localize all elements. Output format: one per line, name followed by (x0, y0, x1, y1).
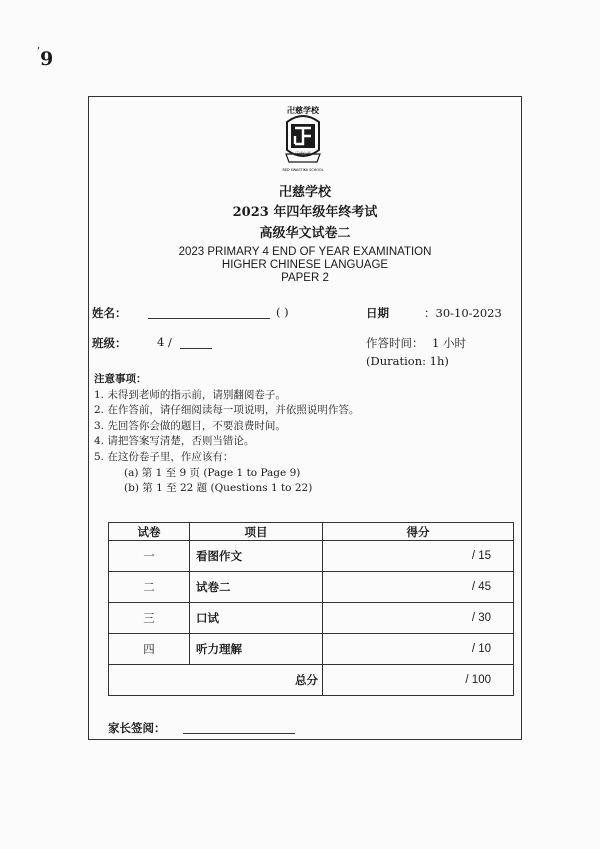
exam-title-zh: 2023 年四年级年终考试 (232, 205, 378, 220)
time-label: 作答时间： (366, 336, 424, 350)
time-value: 1 小时 (432, 336, 466, 350)
margin-mark: , (37, 40, 41, 51)
instruction-sub-item: (b) 第 1 至 22 题 (Questions 1 to 22) (124, 482, 313, 495)
header-paper: 试卷 (109, 523, 190, 541)
paper-number: 三 (109, 603, 190, 634)
paper-number-en: PAPER 2 (281, 272, 329, 284)
score-cell: / 10 (323, 634, 514, 665)
instructions-block (94, 372, 359, 497)
date-label: 日期 (366, 306, 389, 320)
score-table (108, 522, 514, 696)
total-label: 总分 (109, 665, 323, 696)
subject-title-en: HIGHER CHINESE LANGUAGE (221, 259, 389, 271)
school-crest-logo (280, 104, 326, 176)
instruction-item: 3. 先回答你会做的题目，不要浪费时间。 (94, 419, 286, 432)
instruction-item: 1. 未得到老师的指示前，请别翻阅卷子。 (94, 388, 286, 401)
logo-school-en: RED SWASTIKA SCHOOL (282, 168, 324, 172)
duration-text: (Duration: 1h) (366, 354, 449, 368)
paper-title-zh: 高级华文试卷二 (259, 226, 351, 241)
paper-number: 二 (109, 572, 190, 603)
header-item: 项目 (190, 523, 323, 541)
index-number-paren: ( ) (276, 305, 289, 319)
logo-motto: 乐道仁爱 (295, 151, 311, 156)
table-row (109, 572, 514, 603)
paper-item: 试卷二 (190, 572, 323, 603)
score-cell: / 30 (323, 603, 514, 634)
paper-number: 一 (109, 541, 190, 572)
score-cell: / 45 (323, 572, 514, 603)
page-number: 9 (40, 48, 54, 70)
name-label: 姓名： (92, 306, 127, 320)
name-input-line[interactable] (148, 318, 270, 319)
paper-item: 听力理解 (190, 634, 323, 665)
total-row (109, 665, 514, 696)
parent-signature-label: 家长签阅： (108, 721, 166, 735)
instructions-title: 注意事项： (94, 373, 147, 385)
paper-item: 口试 (190, 603, 323, 634)
school-name: 卍慈学校 (278, 185, 331, 200)
table-row (109, 634, 514, 665)
paper-item: 看图作文 (190, 541, 323, 572)
parent-signature-line[interactable] (183, 733, 295, 734)
total-score: / 100 (323, 665, 514, 696)
class-label: 班级： (92, 336, 127, 350)
date-value: ：30-10-2023 (424, 306, 502, 320)
logo-arc-text: 卍慈学校 (287, 106, 319, 115)
instruction-item: 5. 在这份卷子里，作应该有： (94, 450, 234, 463)
paper-number: 四 (109, 634, 190, 665)
header-score: 得分 (323, 523, 514, 541)
score-table-header (109, 523, 514, 541)
instruction-sub-item: (a) 第 1 至 9 页 (Page 1 to Page 9) (124, 466, 301, 479)
score-cell: / 15 (323, 541, 514, 572)
table-row (109, 603, 514, 634)
instruction-item: 4. 请把答案写清楚，否则当错论。 (94, 435, 255, 448)
class-value: 4 / (157, 335, 172, 349)
table-row (109, 541, 514, 572)
exam-title-en: 2023 PRIMARY 4 END OF YEAR EXAMINATION (178, 246, 432, 258)
class-input-line[interactable] (180, 348, 212, 349)
instruction-item: 2. 在作答前，请仔细阅读每一项说明，并依照说明作答。 (94, 404, 360, 417)
